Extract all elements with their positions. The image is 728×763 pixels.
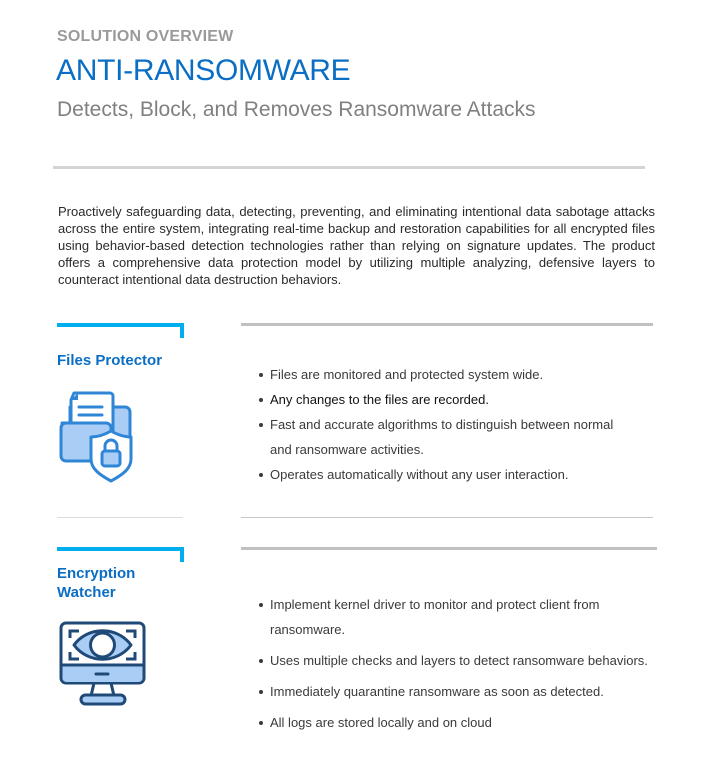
section-title-encryption-watcher [57, 564, 135, 602]
section-divider [241, 547, 657, 550]
list-item: Operates automatically without any user interaction. [257, 462, 657, 487]
intro-paragraph: Proactively safeguarding data, detecting, preventing, and eliminating intentional data sabotage attacks across the entire system, integrating real-time backup and restoration capabilities for all encrypted files using behavior-based detection technologies rather than relying on signature updates. The product offers a comprehensive data protection model by utilizing multiple analyzing, defensive layers to counteract intentional data destruction behaviors. [58, 204, 655, 287]
section-divider [241, 323, 653, 326]
eyebrow-label: SOLUTION OVERVIEW [57, 28, 234, 45]
list-item: Implement kernel driver to monitor and protect client from ransomware. [257, 592, 610, 642]
section-title-line: Encryption [57, 565, 136, 582]
section-accent-bar [57, 323, 184, 327]
page-subtitle: Detects, Block, and Removes Ransomware Attacks [57, 98, 536, 121]
folder-shield-lock-icon [58, 387, 138, 483]
page-title: ANTI-RANSOMWARE [56, 54, 351, 87]
list-item: Any changes to the files are recorded. [257, 387, 657, 412]
section-accent-tick [180, 323, 184, 338]
section-divider-right [241, 517, 653, 518]
list-item: All logs are stored locally and on cloud [257, 710, 657, 735]
list-item: Files are monitored and protected system wide. [257, 362, 657, 387]
section-accent-tick [180, 547, 184, 562]
section-title-line: Watcher [57, 584, 116, 601]
files-protector-feature-list [257, 362, 657, 487]
monitor-eye-icon [59, 620, 147, 708]
section-divider-left [57, 517, 183, 518]
list-item: Immediately quarantine ransomware as soon as detected. [257, 679, 657, 704]
section-title-files-protector: Files Protector [57, 352, 163, 369]
list-item: Fast and accurate algorithms to distinguish between normal and ransomware activities. [257, 412, 635, 462]
section-accent-bar [57, 547, 184, 551]
encryption-watcher-feature-list [257, 592, 657, 741]
header-divider [53, 166, 645, 169]
list-item: Uses multiple checks and layers to detect ransomware behaviors. [257, 648, 657, 673]
